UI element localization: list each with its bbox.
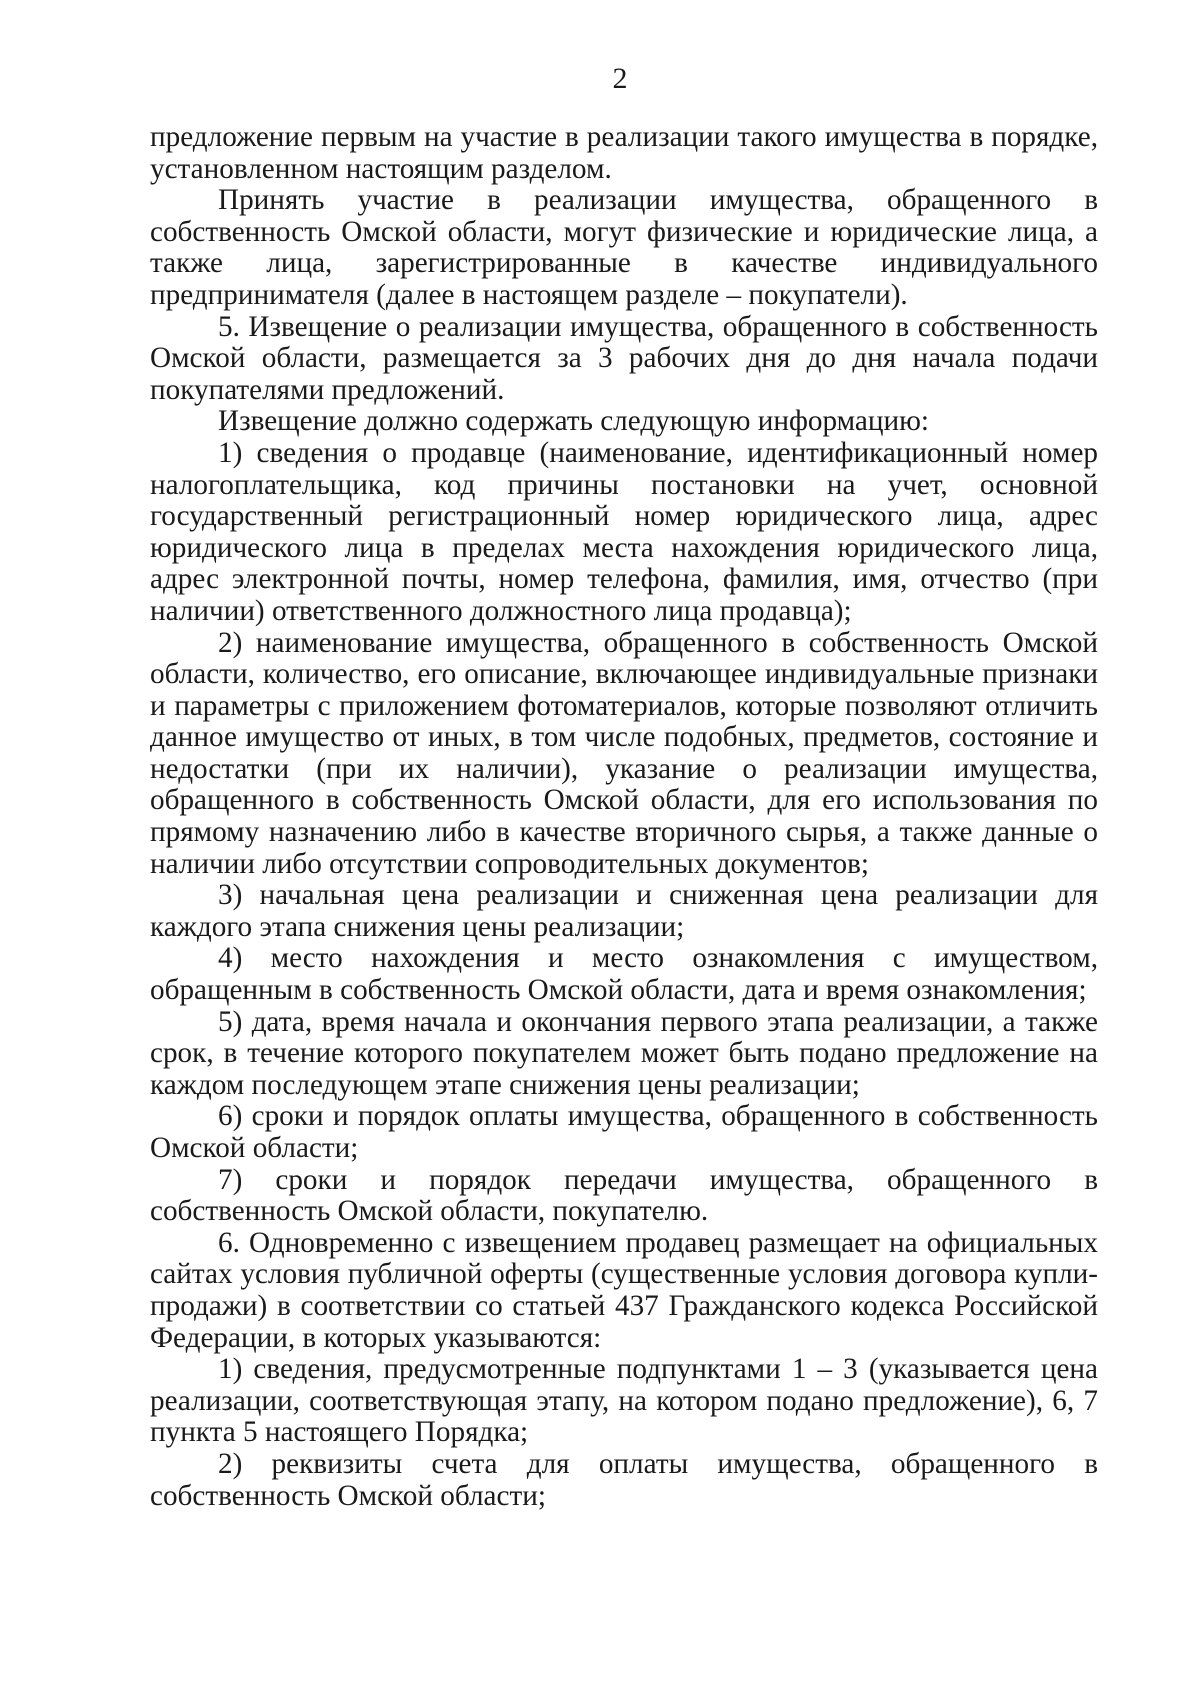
list-item: 2) реквизиты счета для оплаты имущества, обращенного в собственность Омской области; bbox=[150, 1447, 1098, 1512]
list-item: 1) сведения о продавце (наименование, идентификационный номер налогоплательщика, код причины постановки на учет, основной государственный регистрационный номер юридического лица, адрес юридического лица в пределах места нахождения юридического лица, адрес электронной почты, номер телефона, фамилия, имя, отчество (при наличии) ответственного должностного лица продавца); bbox=[150, 436, 1098, 627]
list-item: 5) дата, время начала и окончания первого этапа реализации, а также срок, в течение которого покупателем может быть подано предложение на каждом последующем этапе снижения цены реализации; bbox=[150, 1005, 1098, 1101]
list-item: 6) сроки и порядок оплаты имущества, обращенного в собственность Омской области; bbox=[150, 1100, 1098, 1164]
paragraph: 5. Извещение о реализации имущества, обращенного в собственность Омской области, размещается за 3 рабочих дня до дня начала подачи покупателями предложений. bbox=[150, 310, 1098, 406]
list-item: 4) место нахождения и место ознакомления с имуществом, обращенным в собственность Омской области, дата и время ознакомления; bbox=[150, 942, 1098, 1007]
list-item: 7) сроки и порядок передачи имущества, обращенного в собственность Омской области, покупателю. bbox=[150, 1163, 1098, 1228]
paragraph: предложение первым на участие в реализации такого имущества в порядке, установленном настоящим разделом. bbox=[150, 121, 1098, 185]
paragraph: 6. Одновременно с извещением продавец размещает на официальных сайтах условия публичной оферты (существенные условия договора купли-продажи) в соответствии со статьей 437 Гражданского кодекса Российской Федерации, в которых указываются: bbox=[150, 1226, 1098, 1354]
paragraph: Принять участие в реализации имущества, обращенного в собственность Омской области, могут физические и юридические лица, а также лица, зарегистрированные в качестве индивидуального предпринимателя (далее в настоящем разделе – покупатели). bbox=[150, 184, 1098, 311]
list-item: 1) сведения, предусмотренные подпунктами 1 – 3 (указывается цена реализации, соответствующая этапу, на котором подано предложение), 6, 7 пункта 5 настоящего Порядка; bbox=[150, 1353, 1098, 1449]
list-item: 3) начальная цена реализации и сниженная цена реализации для каждого этапа снижения цены реализации; bbox=[150, 879, 1098, 943]
paragraph: Извещение должно содержать следующую информацию: bbox=[218, 405, 930, 438]
document-body bbox=[150, 122, 1098, 1512]
list-item: 2) наименование имущества, обращенного в собственность Омской области, количество, его описание, включающее индивидуальные признаки и параметры с приложением фотоматериалов, которые позволяют отличить данное имущество от иных, в том числе подобных, предметов, состояние и недостатки (при их наличии), указание о реализации имущества, обращенного в собственность Омской области, для его использования по прямому назначению либо в качестве вторичного сырья, а также данные о наличии либо отсутствии сопроводительных документов; bbox=[150, 626, 1098, 880]
page-number: 2 bbox=[612, 62, 628, 95]
